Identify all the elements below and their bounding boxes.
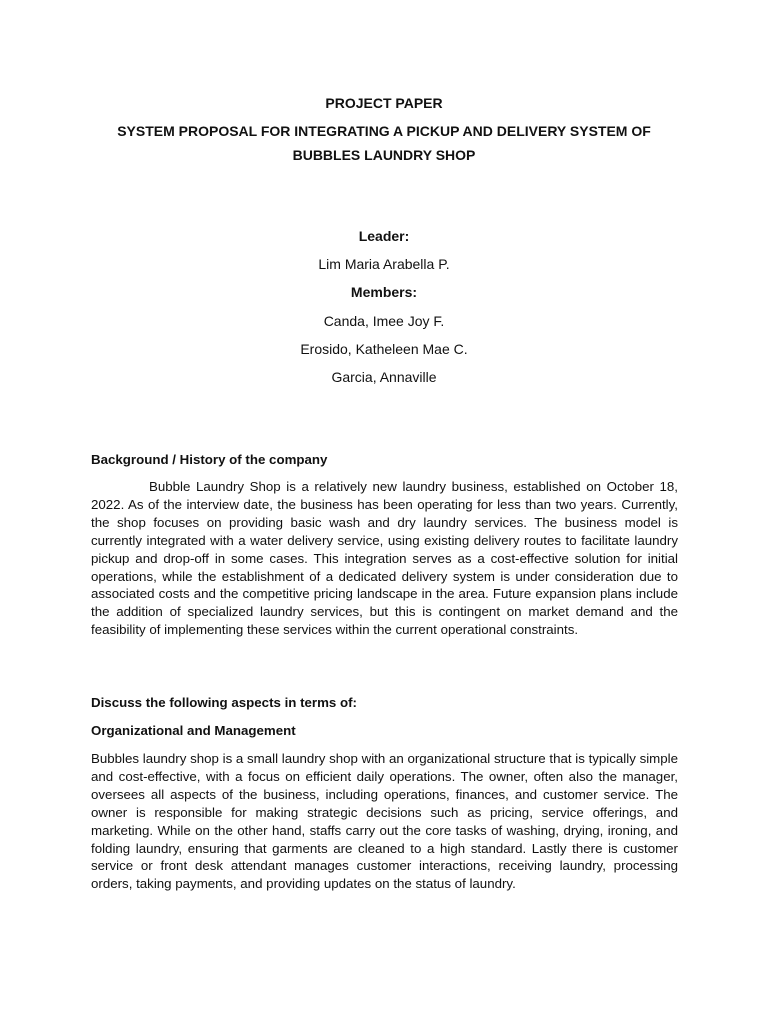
- member-name: Erosido, Katheleen Mae C.: [300, 341, 468, 357]
- background-paragraph: Bubble Laundry Shop is a relatively new laundry business, established on October 18, 2022. As of the interview date, the business has been operating for less than two years. Currently, the shop focuses on providing basic wash and dry laundry services. The business model is currently integrated with a water delivery service, using existing delivery routes to facilitate laundry pickup and drop-off in some cases. This integration serves as a cost-effective solution for initial operations, while the establishment of a dedicated delivery system is under consideration due to associated costs and the competitive pricing landscape in the area. Future expansion plans include the addition of specialized laundry services, but this is contingent on market demand and the feasibility of implementing these services within the current operational constraints.: [91, 479, 678, 638]
- member-name: Canda, Imee Joy F.: [323, 313, 445, 329]
- organization-heading: Organizational and Management: [91, 723, 296, 738]
- background-heading: Background / History of the company: [91, 452, 328, 467]
- members-label: Members:: [350, 284, 418, 300]
- leader-label: Leader:: [358, 228, 410, 244]
- proposal-title: SYSTEM PROPOSAL FOR INTEGRATING A PICKUP AND DELIVERY SYSTEM OF BUBBLES LAUNDRY SHOP: [117, 123, 651, 163]
- leader-name: Lim Maria Arabella P.: [318, 256, 450, 272]
- organization-paragraph: Bubbles laundry shop is a small laundry shop with an organizational structure that is typically simple and cost-effective, with a focus on efficient daily operations. The owner, often also the manager, oversees all aspects of the business, including operations, finances, and customer service. The owner is responsible for making strategic decisions such as pricing, service offerings, and marketing. While on the other hand, staffs carry out the core tasks of washing, drying, ironing, and folding laundry, ensuring that garments are cleaned to a high standard. Lastly there is customer service or front desk attendant manages customer interactions, receiving laundry, processing orders, taking payments, and providing updates on the status of laundry.: [91, 751, 678, 892]
- discuss-heading: Discuss the following aspects in terms of:: [91, 695, 357, 710]
- member-name: Garcia, Annaville: [331, 369, 437, 385]
- page-title: PROJECT PAPER: [325, 95, 443, 111]
